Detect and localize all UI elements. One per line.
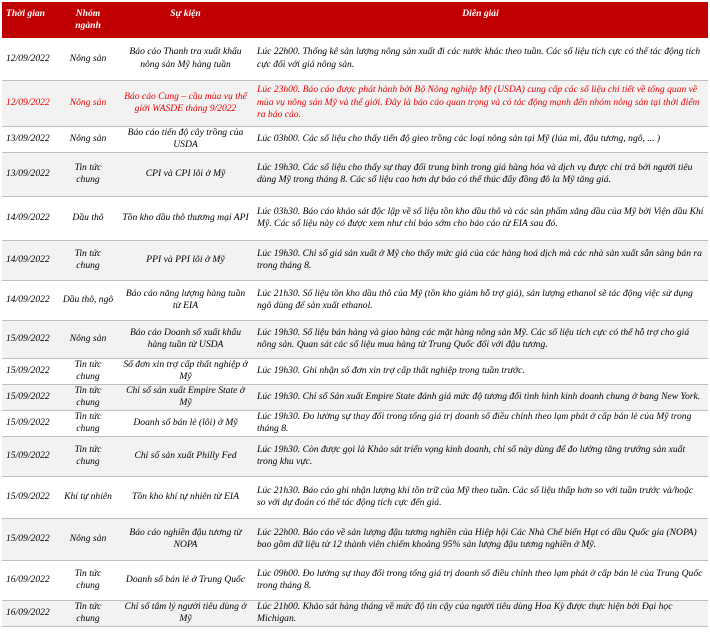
cell-group: Tin tức chung	[58, 240, 118, 280]
table-row	[2, 280, 708, 320]
table-row	[2, 320, 708, 358]
cell-group: Tin tức chung	[58, 410, 118, 436]
cell-event: Tồn kho khí tự nhiên từ EIA	[118, 476, 253, 518]
table-row	[2, 240, 708, 280]
cell-date: 15/09/2022	[2, 320, 58, 358]
table-row	[2, 476, 708, 518]
cell-date: 15/09/2022	[2, 410, 58, 436]
cell-description: Lúc 09h00. Đo lường sự thay đổi trong tổng giá trị doanh số điều chỉnh theo lạm phát ở cấp bán lẻ của Trung Quốc trong tháng 8.	[253, 560, 708, 600]
cell-description: Lúc 22h00. Thống kê sản lượng nông sản xuất đi các nước khác theo tuần. Các số liệu tích cực có thể tác động tích cực đối với giá nông sản.	[253, 38, 708, 80]
cell-date: 15/09/2022	[2, 476, 58, 518]
cell-group: Nông sản	[58, 126, 118, 152]
table-row	[2, 196, 708, 240]
cell-event: Báo cáo nghiền đậu tương từ NOPA	[118, 518, 253, 560]
cell-description: Lúc 03h30. Báo cáo khảo sát độc lập về số liệu tồn kho dầu thô và các sản phẩm xăng dầu của Mỹ bởi Viện dầu Khí Mỹ. Các số liệu này có được xem như chỉ báo sớm cho báo cáo từ EIA sau đó.	[253, 196, 708, 240]
cell-date: 12/09/2022	[2, 80, 58, 126]
table-header-row	[2, 2, 708, 38]
cell-date: 13/09/2022	[2, 152, 58, 196]
cell-group: Tin tức chung	[58, 560, 118, 600]
cell-date: 15/09/2022	[2, 436, 58, 476]
table-row	[2, 384, 708, 410]
cell-event: Báo cáo Doanh số xuất khẩu hàng tuần từ USDA	[118, 320, 253, 358]
cell-description: Lúc 19h30. Còn được gọi là Khảo sát triển vọng kinh doanh, chỉ số này dùng để đo lường tăng trưởng sản xuất trong khu vực.	[253, 436, 708, 476]
cell-event: Báo cáo năng lượng hàng tuần từ EIA	[118, 280, 253, 320]
header-date: Thời gian	[2, 2, 58, 38]
cell-description: Lúc 19h30. Số liệu bán hàng và giao hàng các mặt hàng nông sản Mỹ. Các số liệu tích cực có thể hỗ trợ cho giá nông sản. Quan sát các số liệu mua hàng từ Trung Quốc đối với đậu tương.	[253, 320, 708, 358]
cell-event: PPI và PPI lõi ở Mỹ	[118, 240, 253, 280]
cell-date: 15/09/2022	[2, 358, 58, 384]
cell-description: Lúc 21h00. Khảo sát hàng tháng về mức độ tin cậy của người tiêu dùng Hoa Kỳ được thực hiện bởi Đại học Michigan.	[253, 600, 708, 626]
cell-event: Tồn kho dầu thô thương mại API	[118, 196, 253, 240]
cell-date: 14/09/2022	[2, 280, 58, 320]
cell-group: Tin tức chung	[58, 600, 118, 626]
cell-event: CPI và CPI lõi ở Mỹ	[118, 152, 253, 196]
table-row	[2, 600, 708, 626]
table-row	[2, 410, 708, 436]
cell-description: Lúc 19h30. Đo lường sự thay đổi trong tổng giá trị doanh số điều chỉnh theo lạm phát ở cấp bán lẻ của Mỹ trong tháng 8.	[253, 410, 708, 436]
economic-calendar-table	[2, 2, 708, 627]
cell-description: Lúc 21h30. Số liệu tồn kho dầu thô của Mỹ (tồn kho giảm hỗ trợ giá), sản lượng ethanol sẽ tác động việc sử dụng ngô dùng để sản xuất ethanol.	[253, 280, 708, 320]
cell-description: Lúc 22h00. Báo cáo về sản lượng đậu tương nghiền của Hiệp hội Các Nhà Chế biến Hạt có dầu Quốc gia (NOPA) bao gồm dữ liệu từ 12 thành viên chiếm khoảng 95% sản lượng đậu tương nghiền ở Mỹ.	[253, 518, 708, 560]
cell-description: Lúc 19h30. Ghi nhận số đơn xin trợ cấp thất nghiệp trong tuần trước.	[253, 358, 708, 384]
header-description: Diễn giải	[253, 2, 708, 38]
cell-date: 15/09/2022	[2, 518, 58, 560]
cell-event: Chỉ số sản xuất Philly Fed	[118, 436, 253, 476]
cell-group: Tin tức chung	[58, 436, 118, 476]
cell-event: Chỉ số tâm lý người tiêu dùng ở Mỹ	[118, 600, 253, 626]
cell-event: Chỉ số sản xuất Empire State ở Mỹ	[118, 384, 253, 410]
table-row	[2, 126, 708, 152]
table-row	[2, 560, 708, 600]
cell-event: Báo cáo Cung – cầu mùa vụ thế giới WASDE tháng 9/2022	[118, 80, 253, 126]
cell-group: Nông sản	[58, 80, 118, 126]
cell-group: Dầu thô	[58, 196, 118, 240]
cell-group: Khí tự nhiên	[58, 476, 118, 518]
cell-description: Lúc 03h00. Các số liệu cho thấy tiến độ gieo trồng các loại nông sản tại Mỹ (lúa mì, đậu tương, ngô, ... )	[253, 126, 708, 152]
cell-group: Tin tức chung	[58, 358, 118, 384]
cell-group: Nông sản	[58, 518, 118, 560]
cell-event: Doanh số bán lẻ (lõi) ở Mỹ	[118, 410, 253, 436]
cell-description: Lúc 19h30. Chỉ số Sản xuất Empire State đánh giá mức độ tương đối tình hình kinh doanh chung ở bang New York.	[253, 384, 708, 410]
cell-date: 14/09/2022	[2, 196, 58, 240]
cell-description: Lúc 23h00. Báo cáo được phát hành bởi Bộ Nông nghiệp Mỹ (USDA) cung cấp các số liệu chi tiết về tổng quan về mùa vụ nông sản Mỹ và thế giới. Đây là báo cáo quan trọng và có tác động mạnh đến nhóm nông sản tại thời điểm ra báo cáo.	[253, 80, 708, 126]
cell-date: 12/09/2022	[2, 38, 58, 80]
cell-group: Nông sản	[58, 320, 118, 358]
cell-event: Báo cáo tiến độ cây trồng của USDA	[118, 126, 253, 152]
table-row	[2, 436, 708, 476]
cell-date: 16/09/2022	[2, 560, 58, 600]
table-row	[2, 38, 708, 80]
cell-event: Báo cáo Thanh tra xuất khẩu nông sản Mỹ hàng tuần	[118, 38, 253, 80]
cell-group: Nông sản	[58, 38, 118, 80]
table-row-highlighted	[2, 80, 708, 126]
cell-date: 14/09/2022	[2, 240, 58, 280]
cell-date: 16/09/2022	[2, 600, 58, 626]
cell-date: 13/09/2022	[2, 126, 58, 152]
cell-description: Lúc 19h30. Chỉ số giá sản xuất ở Mỹ cho thấy mức giá của các hàng hoá dịch mà các nhà sản xuất sẵn sàng bán ra trong tháng 8.	[253, 240, 708, 280]
cell-description: Lúc 19h30. Các số liệu cho thấy sự thay đổi trung bình trong giá hàng hóa và dịch vụ được chi trả bởi người tiêu dùng Mỹ trong tháng 8. Các số liệu cao hơn dự báo có thể thúc đẩy đồng đô la Mỹ tăng giá.	[253, 152, 708, 196]
table-row	[2, 152, 708, 196]
cell-description: Lúc 21h30. Báo cáo ghi nhận lượng khí tồn trữ của Mỹ theo tuần. Các số liệu thấp hơn so với tuần trước và/hoặc so với dự đoán có thể tác động tích cực đến giá.	[253, 476, 708, 518]
header-group: Nhóm ngành	[58, 2, 118, 38]
cell-group: Dầu thô, ngô	[58, 280, 118, 320]
cell-event: Số đơn xin trợ cấp thất nghiệp ở Mỹ	[118, 358, 253, 384]
table-row	[2, 518, 708, 560]
header-event: Sự kiện	[118, 2, 253, 38]
cell-group: Tin tức chung	[58, 152, 118, 196]
cell-group: Tin tức chung	[58, 384, 118, 410]
cell-date: 15/09/2022	[2, 384, 58, 410]
cell-event: Doanh số bán lẻ ở Trung Quốc	[118, 560, 253, 600]
table-row	[2, 358, 708, 384]
